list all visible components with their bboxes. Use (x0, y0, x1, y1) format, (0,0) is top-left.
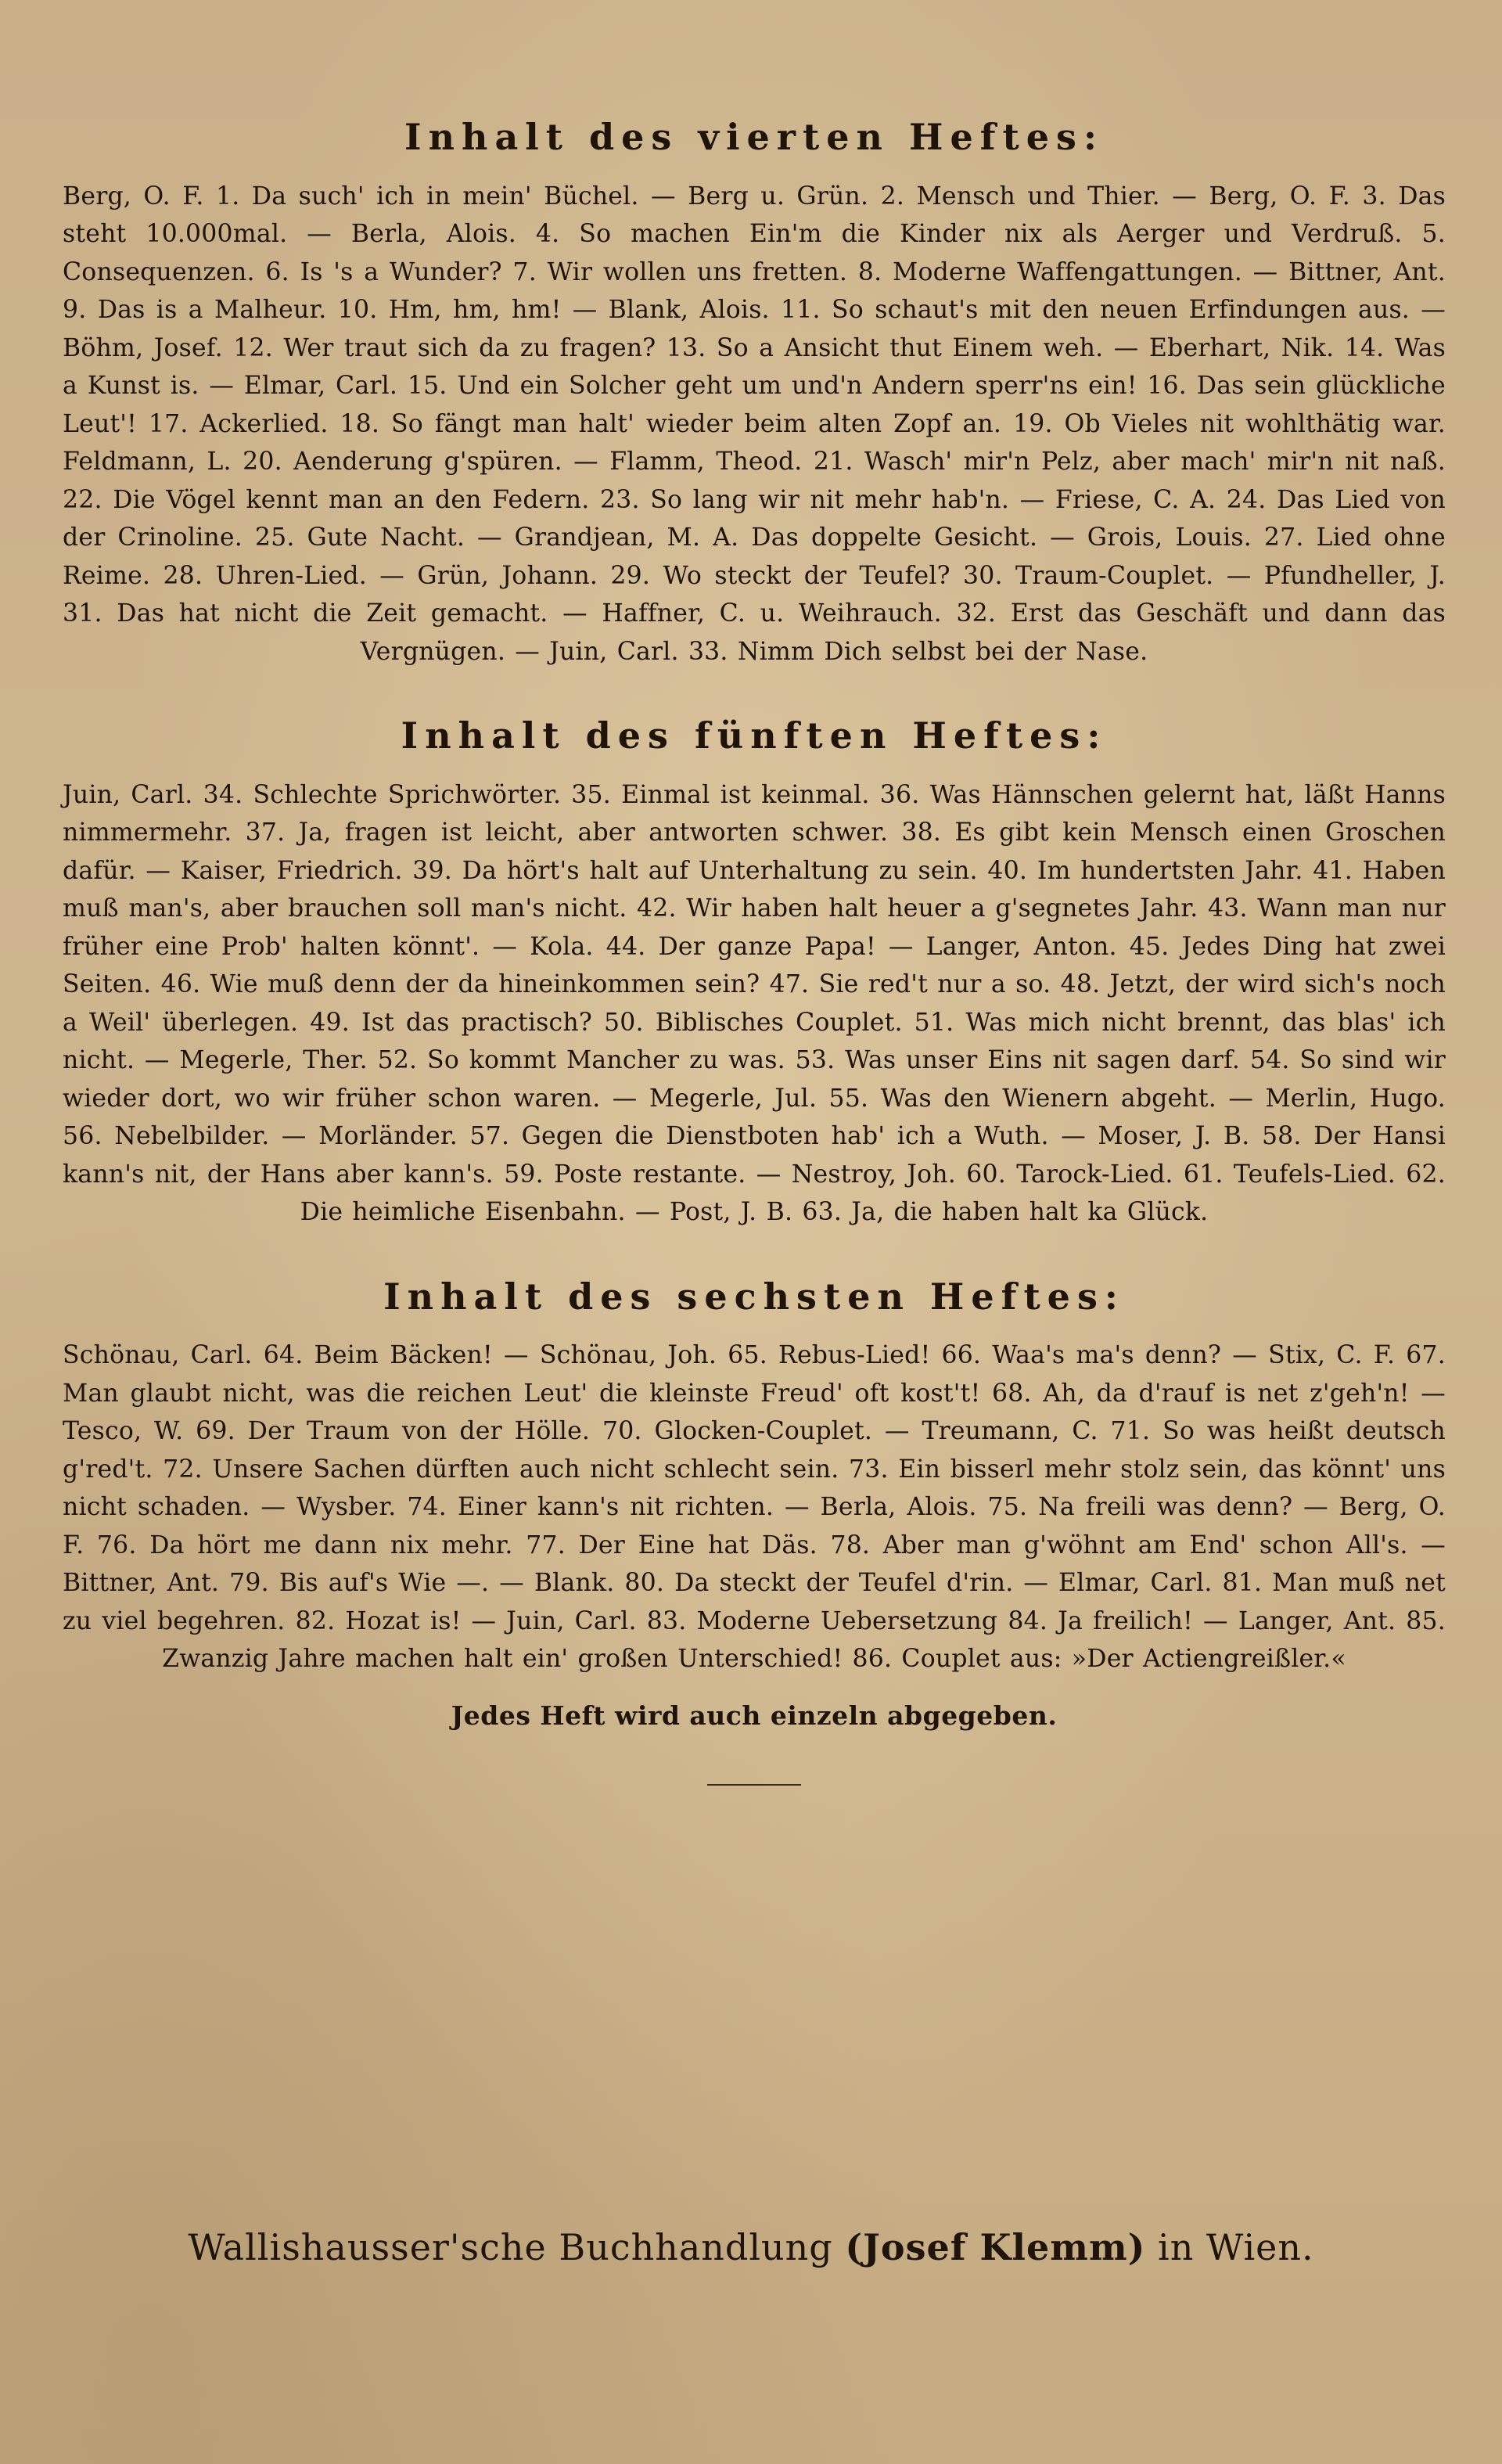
section-6 (63, 1277, 1446, 1731)
publisher-line (0, 2226, 1502, 2268)
section-heading-5: Inhalt des fünften Heftes: (401, 714, 1108, 757)
section-contents-4: Berg, O. F. 1. Da such' ich in mein' Büchel. — Berg u. Grün. 2. Mensch und Thier. — Berg, O. F. 3. Das steht 10.000mal. — Berla, Alois. 4. So machen Ein'm die Kinder nix als Aerger und Verdruß. 5. Consequenzen. 6. Is 's a Wunder? 7. Wir wollen uns fretten. 8. Moderne Waffengattungen. — Bittner, Ant. 9. Das is a Malheur. 10. Hm, hm, hm! — Blank, Alois. 11. So schaut's mit den neuen Erfindungen aus. — Böhm, Josef. 12. Wer traut sich da zu fragen? 13. So a Ansicht thut Einem weh. — Eberhart, Nik. 14. Was a Kunst is. — Elmar, Carl. 15. Und ein Solcher geht um und'n Andern sperr'ns ein! 16. Das sein glückliche Leut'! 17. Ackerlied. 18. So fängt man halt' wieder beim alten Zopf an. 19. Ob Vieles nit wohlthätig war. Feldmann, L. 20. Aenderung g'spüren. — Flamm, Theod. 21. Wasch' mir'n Pelz, aber mach' mir'n nit naß. 22. Die Vögel kennt man an den Federn. 23. So lang wir nit mehr hab'n. — Friese, C. A. 24. Das Lied von der Crinoline. 25. Gute Nacht. — Grandjean, M. A. Das doppelte Gesicht. — Grois, Louis. 27. Lied ohne Reime. 28. Uhren-Lied. — Grün, Johann. 29. Wo steckt der Teufel? 30. Traum-Couplet. — Pfundheller, J. 31. Das hat nicht die Zeit gemacht. — Haffner, C. u. Weihrauch. 32. Erst das Geschäft und dann das Vergnügen. — Juin, Carl. 33. Nimm Dich selbst bei der Nase. (63, 182, 1446, 666)
section-contents-5: Juin, Carl. 34. Schlechte Sprichwörter. 35. Einmal ist keinmal. 36. Was Hännschen gelernt hat, läßt Hanns nimmermehr. 37. Ja, fragen ist leicht, aber antworten schwer. 38. Es gibt kein Mensch einen Groschen dafür. — Kaiser, Friedrich. 39. Da hört's halt auf Unterhaltung zu sein. 40. Im hundertsten Jahr. 41. Haben muß man's, aber brauchen soll man's nicht. 42. Wir haben halt heuer a g'segnetes Jahr. 43. Wann man nur früher eine Prob' halten könnt'. — Kola. 44. Der ganze Papa! — Langer, Anton. 45. Jedes Ding hat zwei Seiten. 46. Wie muß denn der da hineinkommen sein? 47. Sie red't nur a so. 48. Jetzt, der wird sich's noch a Weil' überlegen. 49. Ist das practisch? 50. Biblisches Couplet. 51. Was mich nicht brennt, das blas' ich nicht. — Megerle, Ther. 52. So kommt Mancher zu was. 53. Was unser Eins nit sagen darf. 54. So sind wir wieder dort, wo wir früher schon waren. — Megerle, Jul. 55. Was den Wienern abgeht. — Merlin, Hugo. 56. Nebelbilder. — Morländer. 57. Gegen die Dienstboten hab' ich a Wuth. — Moser, J. B. 58. Der Hansi kann's nit, der Hans aber kann's. 59. Poste restante. — Nestroy, Joh. 60. Tarock-Lied. 61. Teufels-Lied. 62. Die heimliche Eisenbahn. — Post, J. B. 63. Ja, die haben halt ka Glück. (63, 780, 1446, 1227)
section-contents-6: Schönau, Carl. 64. Beim Bäcken! — Schönau, Joh. 65. Rebus-Lied! 66. Waa's ma's denn? — Stix, C. F. 67. Man glaubt nicht, was die reichen Leut' die kleinste Freud' oft kost't! 68. Ah, da d'rauf is net z'geh'n! — Tesco, W. 69. Der Traum von der Hölle. 70. Glocken-Couplet. — Treumann, C. 71. So was heißt deutsch g'red't. 72. Unsere Sachen dürften auch nicht schlecht sein. 73. Ein bisserl mehr stolz sein, das könnt' uns nicht schaden. — Wysber. 74. Einer kann's nit richten. — Berla, Alois. 75. Na freili was denn? — Berg, O. F. 76. Da hört me dann nix mehr. 77. Der Eine hat Däs. 78. Aber man g'wöhnt am End' schon All's. — Bittner, Ant. 79. Bis auf's Wie —. — Blank. 80. Da steckt der Teufel d'rin. — Elmar, Carl. 81. Man muß net zu viel begehren. 82. Hozat is! — Juin, Carl. 83. Moderne Uebersetzung 84. Ja freilich! — Langer, Ant. 85. Zwanzig Jahre machen halt ein' großen Unterschied! 86. Couplet aus: »Der Actiengreißler.« (63, 1341, 1446, 1674)
publisher-name: (Josef Klemm) (845, 2226, 1146, 2268)
publisher-before: Wallishausser'sche Buchhandlung (188, 2226, 846, 2268)
section-4 (63, 117, 1446, 671)
section-heading-4: Inhalt des vierten Heftes: (404, 116, 1104, 158)
section-5 (63, 716, 1446, 1232)
publisher-after: in Wien. (1145, 2226, 1314, 2268)
single-issue-note: Jedes Heft wird auch einzeln abgegeben. (451, 1700, 1058, 1731)
section-heading-6: Inhalt des sechsten Heftes: (383, 1275, 1125, 1318)
divider-rule (707, 1784, 801, 1786)
